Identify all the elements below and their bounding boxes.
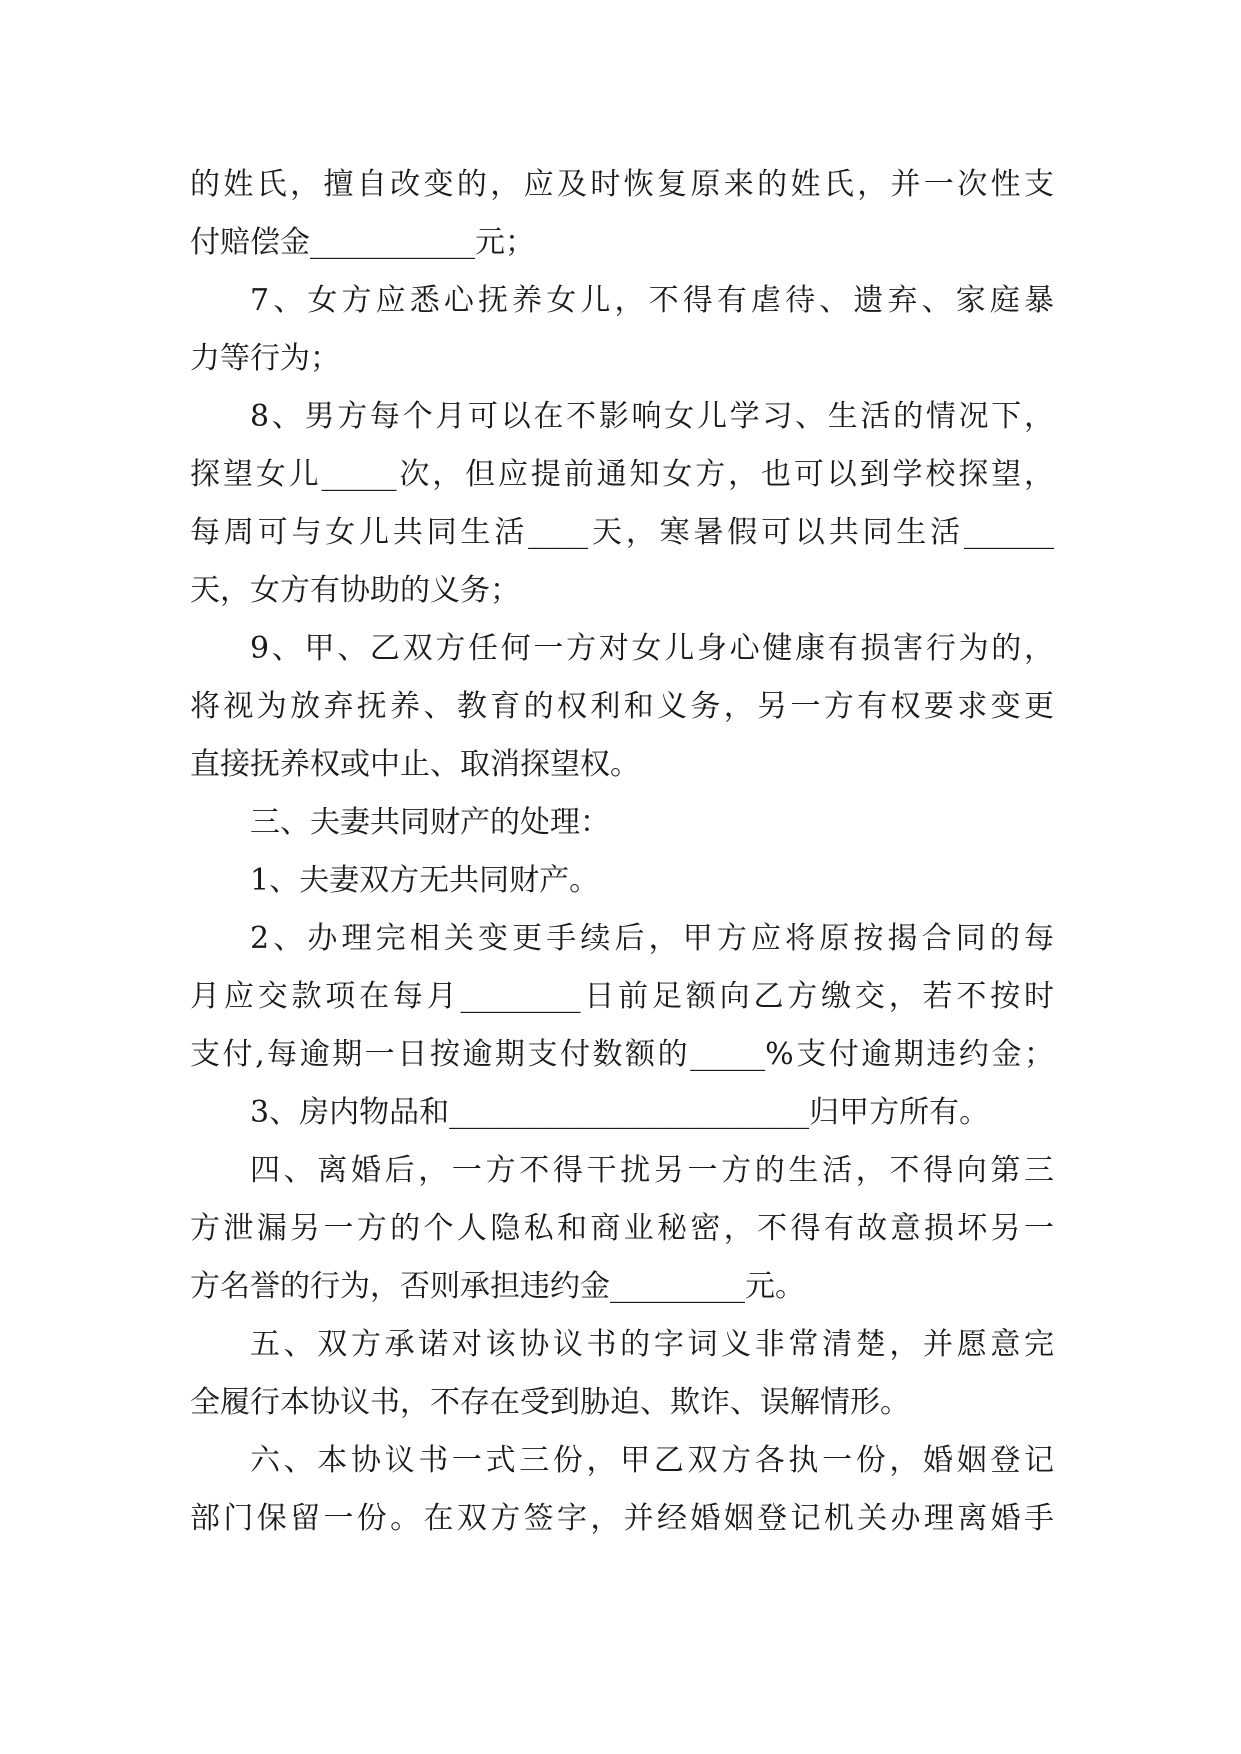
- text-line: 月应交款项在每月________日前足额向乙方缴交，若不按时: [190, 979, 1054, 1014]
- text-line: 全履行本协议书，不存在受到胁迫、欺诈、误解情形。: [190, 1385, 910, 1420]
- document-body: [190, 156, 1054, 1548]
- text-line: 五、双方承诺对该协议书的字词义非常清楚，并愿意完: [250, 1327, 1054, 1362]
- text-line: 支付,每逾期一日按逾期支付数额的_____%支付逾期违约金；: [190, 1037, 1054, 1072]
- text-line: 方名誉的行为，否则承担违约金_________元。: [190, 1269, 805, 1304]
- text-line: 四、离婚后，一方不得干扰另一方的生活，不得向第三: [250, 1153, 1054, 1188]
- text-line: 部门保留一份。在双方签字，并经婚姻登记机关办理离婚手: [190, 1501, 1054, 1536]
- text-line: 天，女方有协助的义务；: [190, 573, 520, 608]
- text-line: 1、夫妻双方无共同财产。: [250, 863, 600, 898]
- text-line: 探望女儿_____次，但应提前通知女方，也可以到学校探望，: [190, 457, 1054, 492]
- text-line: 三、夫妻共同财产的处理：: [250, 805, 610, 840]
- text-line: 直接抚养权或中止、取消探望权。: [190, 747, 640, 782]
- text-line: 方泄漏另一方的个人隐私和商业秘密，不得有故意损坏另一: [190, 1211, 1054, 1246]
- text-line: 力等行为；: [190, 341, 340, 376]
- text-line: 8、男方每个月可以在不影响女儿学习、生活的情况下，: [250, 399, 1054, 434]
- text-line: 9、甲、乙双方任何一方对女儿身心健康有损害行为的，: [250, 631, 1054, 666]
- text-line: 2、办理完相关变更手续后，甲方应将原按揭合同的每: [250, 921, 1054, 956]
- text-line: 付赔偿金___________元；: [190, 225, 535, 260]
- text-line: 六、本协议书一式三份，甲乙双方各执一份，婚姻登记: [250, 1443, 1054, 1478]
- text-line: 的姓氏，擅自改变的，应及时恢复原来的姓氏，并一次性支: [190, 167, 1054, 202]
- text-line: 3、房内物品和________________________归甲方所有。: [250, 1095, 990, 1130]
- text-line: 7、女方应悉心抚养女儿，不得有虐待、遗弃、家庭暴: [250, 283, 1054, 318]
- text-line: 每周可与女儿共同生活____天，寒暑假可以共同生活______: [190, 515, 1054, 550]
- text-line: 将视为放弃抚养、教育的权利和义务，另一方有权要求变更: [190, 689, 1054, 724]
